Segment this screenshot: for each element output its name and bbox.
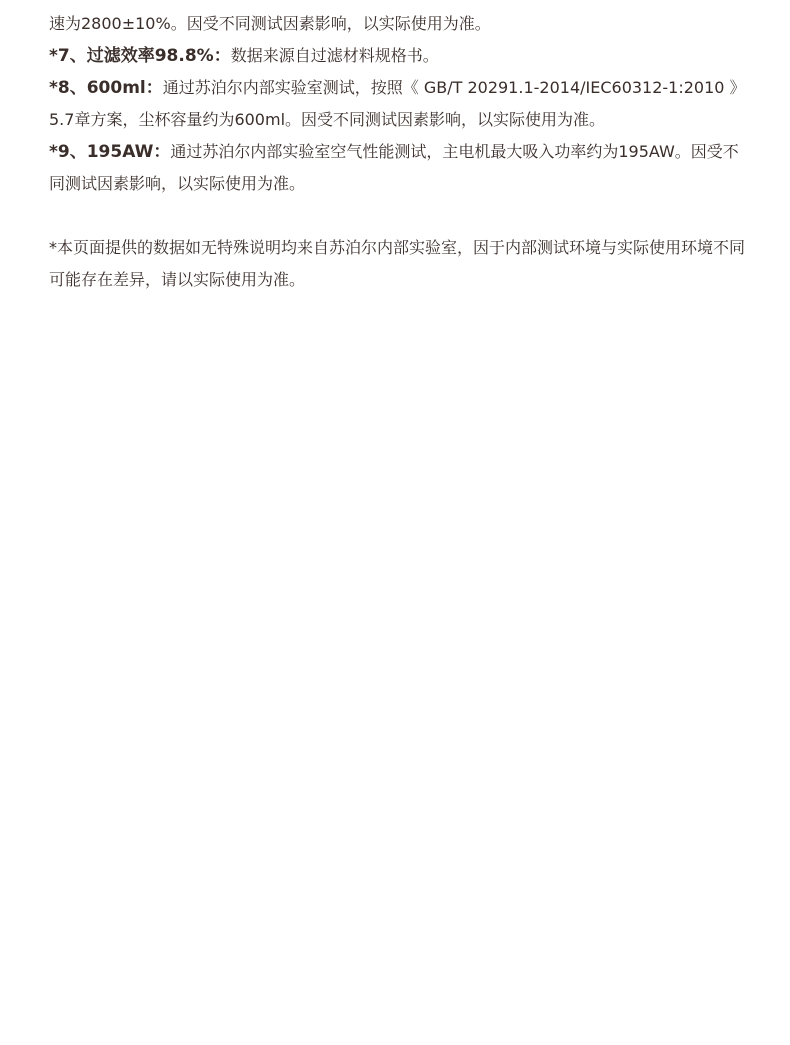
footnote-8 [49, 72, 749, 136]
section-spacer [49, 200, 749, 232]
footnote-7 [49, 40, 749, 72]
footnote-6-continuation [49, 8, 749, 40]
footnote-heading: *9、195AW： [49, 142, 171, 162]
footnote-heading: *7、过滤效率98.8%： [49, 46, 231, 66]
footnote-text: 速为2800±10%。因受不同测试因素影响，以实际使用为准。 [49, 14, 491, 33]
disclaimer-text: *本页面提供的数据如无特殊说明均来自苏泊尔内部实验室，因于内部测试环境与实际使用环境不同可能存在差异，请以实际使用为准。 [49, 238, 746, 289]
footnote-text: 通过苏泊尔内部实验室测试，按照《 GB/T 20291.1-2014/IEC60312-1:2010 》5.7章方案，尘杯容量约为600ml。因受不同测试因素影响，以实际使用为准。 [49, 78, 746, 129]
footnote-9 [49, 136, 749, 200]
footnote-text: 数据来源自过滤材料规格书。 [230, 46, 439, 65]
footnotes-section [49, 8, 749, 296]
footnote-text: 通过苏泊尔内部实验室空气性能测试，主电机最大吸入功率约为195AW。因受不同测试因素影响，以实际使用为准。 [49, 142, 739, 193]
footnote-heading: *8、600ml： [49, 78, 163, 98]
